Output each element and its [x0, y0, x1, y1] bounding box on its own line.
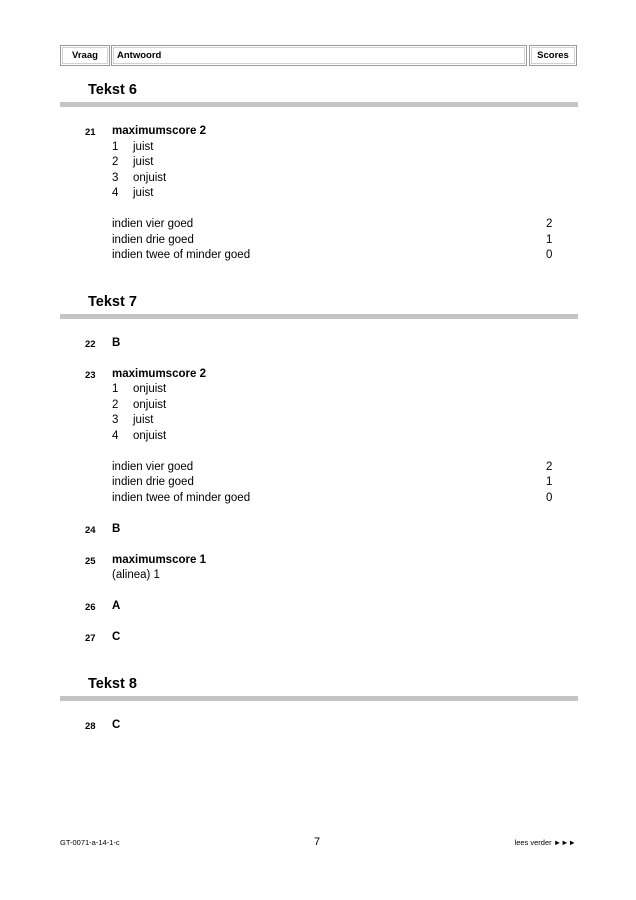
q23-scoring-score: 1 [546, 476, 553, 488]
question-number-27: 27 [85, 633, 96, 644]
q21-scoring-label: indien vier goed [112, 218, 194, 230]
q21-item-text: juist [133, 187, 154, 199]
q23-item-text: onjuist [133, 430, 167, 442]
q21-scoring-score: 1 [546, 234, 553, 246]
q21-item-text: juist [133, 156, 154, 168]
q21-item-number: 4 [112, 187, 119, 199]
section-title-tekst-7: Tekst 7 [88, 294, 137, 310]
section-rule [60, 102, 578, 107]
question-number-22: 22 [85, 339, 96, 350]
header-antwoord [111, 45, 527, 66]
question-number-21: 21 [85, 127, 96, 138]
header-vraag-label: Vraag [72, 50, 98, 61]
section-rule [60, 696, 578, 701]
q21-maxscore: maximumscore 2 [112, 125, 206, 137]
q24-answer: B [112, 523, 121, 535]
footer-document-code: GT-0071-a-14-1-c [60, 838, 120, 847]
q23-scoring-label: indien drie goed [112, 476, 194, 488]
q21-scoring-score: 0 [546, 249, 553, 261]
q25-answer: (alinea) 1 [112, 569, 160, 581]
q21-scoring-label: indien drie goed [112, 234, 194, 246]
q21-scoring-label: indien twee of minder goed [112, 249, 251, 261]
footer-page-number: 7 [314, 836, 321, 848]
section-title-tekst-8: Tekst 8 [88, 676, 137, 692]
q23-item-number: 3 [112, 414, 119, 426]
q21-item-number: 2 [112, 156, 119, 168]
question-number-23: 23 [85, 370, 96, 381]
q23-scoring-label: indien vier goed [112, 461, 194, 473]
q23-item-number: 2 [112, 399, 119, 411]
q23-item-text: juist [133, 414, 154, 426]
q28-answer: C [112, 719, 121, 731]
section-rule [60, 314, 578, 319]
q23-scoring-score: 0 [546, 492, 553, 504]
q21-item-number: 3 [112, 172, 119, 184]
q21-item-number: 1 [112, 141, 119, 153]
q23-scoring-label: indien twee of minder goed [112, 492, 251, 504]
footer-continue-text: lees verder ►►► [514, 838, 576, 847]
q21-scoring-score: 2 [546, 218, 553, 230]
q25-maxscore: maximumscore 1 [112, 554, 206, 566]
q23-item-text: onjuist [133, 383, 167, 395]
q23-item-number: 4 [112, 430, 119, 442]
q21-item-text: onjuist [133, 172, 167, 184]
q23-item-text: onjuist [133, 399, 167, 411]
q23-item-number: 1 [112, 383, 119, 395]
q23-maxscore: maximumscore 2 [112, 368, 206, 380]
q22-answer: B [112, 337, 121, 349]
question-number-26: 26 [85, 602, 96, 613]
header-scores-label: Scores [537, 50, 569, 61]
q23-scoring-score: 2 [546, 461, 553, 473]
question-number-24: 24 [85, 525, 96, 536]
question-number-25: 25 [85, 556, 96, 567]
header-scores [529, 45, 577, 66]
question-number-28: 28 [85, 721, 96, 732]
q21-item-text: juist [133, 141, 154, 153]
q27-answer: C [112, 631, 121, 643]
header-vraag [60, 45, 110, 66]
section-title-tekst-6: Tekst 6 [88, 82, 137, 98]
header-antwoord-label: Antwoord [117, 50, 162, 61]
q26-answer: A [112, 600, 121, 612]
